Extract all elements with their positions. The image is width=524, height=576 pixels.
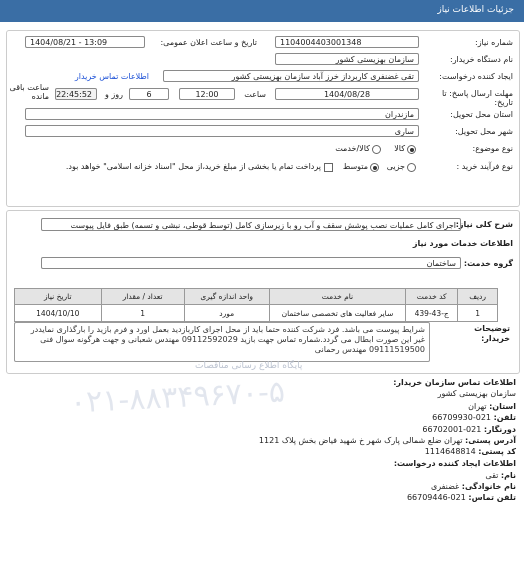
creator-info-title: اطلاعات ایجاد کننده درخواست: bbox=[393, 459, 516, 468]
contact-title: اطلاعات تماس سازمان خریدار: bbox=[393, 378, 516, 387]
buyer-notes-field: شرایط پیوست می باشد. فرد شرکت کننده حتما باید از محل اجرای کاربازدید بعمل اورد و فرم بازید را بارگذاری نمایددر غیر این صورت ابطال می گردد.شماره تماس جهت بازید 09112592029 مهندس شعبانی و جهت هرگونه سوال فنی 09111519500 مهندس رحمانی bbox=[14, 322, 430, 362]
description-label: شرح کلی نیاز: bbox=[455, 220, 513, 229]
col-unit: واحد اندازه گیری bbox=[184, 289, 269, 305]
col-date: تاریخ نیاز bbox=[15, 289, 102, 305]
cell-row: 1 bbox=[458, 305, 498, 322]
deadline-time-label: ساعت bbox=[244, 90, 266, 99]
deadline-date-field: 1404/08/28 bbox=[275, 88, 419, 100]
days-label: روز و bbox=[105, 90, 123, 99]
contact-postal: کد پستی: 1114648814 bbox=[424, 447, 516, 456]
treasury-checkbox[interactable] bbox=[324, 163, 333, 172]
col-row: ردیف bbox=[458, 289, 498, 305]
creator-last-name: نام خانوادگی: غضنفری bbox=[430, 482, 516, 491]
remaining-time-field: 22:45:52 bbox=[55, 88, 97, 100]
service-group-field: ساختمان bbox=[41, 257, 461, 269]
cell-qty: 1 bbox=[101, 305, 184, 322]
buyer-field: سازمان بهزیستی کشور bbox=[275, 53, 419, 65]
col-qty: تعداد / مقدار bbox=[101, 289, 184, 305]
creator-label: ایجاد کننده درخواست: bbox=[439, 72, 513, 81]
creator-phone: تلفن تماس: 021-66709446 bbox=[406, 493, 516, 502]
cell-code: ج-43-439 bbox=[406, 305, 458, 322]
watermark-caption: پایگاه اطلاع رسانی مناقصات bbox=[195, 361, 303, 371]
deadline-time-field: 12:00 bbox=[179, 88, 235, 100]
services-title: اطلاعات خدمات مورد نیاز bbox=[412, 239, 513, 248]
contact-phone: تلفن: 021-66709930 bbox=[432, 413, 516, 422]
contact-fax: دورنگار: 021-66702001 bbox=[422, 425, 516, 434]
watermark-phone: ۰۲۱-۸۸۳۴۹۶۷۰-۵ bbox=[69, 374, 286, 421]
city-label: شهر محل تحویل: bbox=[455, 127, 513, 136]
province-field: مازندران bbox=[25, 108, 419, 120]
days-field: 6 bbox=[129, 88, 169, 100]
page-title: جزئیات اطلاعات نیاز bbox=[437, 5, 514, 15]
category-label: نوع موضوع: bbox=[472, 144, 513, 153]
category-radio-goods-service[interactable] bbox=[372, 145, 381, 154]
creator-field: تقی غضنفری کاربرداز خرز آباد سازمان بهزیستی کشور bbox=[163, 70, 419, 82]
category-option-goods: کالا bbox=[394, 144, 405, 153]
cell-name: سایر فعالیت های تخصصی ساختمان bbox=[269, 305, 405, 322]
buyer-contact-link[interactable]: اطلاعات تماس خریدار bbox=[74, 72, 149, 81]
cell-unit: مورد bbox=[184, 305, 269, 322]
process-label: نوع فرآیند خرید : bbox=[456, 162, 513, 171]
process-option-minor: جزیی bbox=[386, 162, 405, 171]
table-header-row bbox=[15, 289, 498, 305]
process-radio-medium[interactable] bbox=[370, 163, 379, 172]
remaining-label: ساعت باقی مانده bbox=[9, 83, 49, 101]
category-option-goods-service: کالا/خدمت bbox=[335, 144, 370, 153]
process-radio-minor[interactable] bbox=[407, 163, 416, 172]
announce-field: 1404/08/21 - 13:09 bbox=[25, 36, 145, 48]
contact-province: استان: تهران bbox=[468, 402, 516, 411]
process-option-medium: متوسط bbox=[342, 162, 368, 171]
col-code: کد خدمت bbox=[406, 289, 458, 305]
need-number-field: 1104004403001348 bbox=[275, 36, 419, 48]
services-table bbox=[14, 288, 498, 322]
description-field: اجرای کامل عملیات نصب پوشش سقف و آب رو با زیرسازی کامل (توسط قوطی، نبشی و تسمه) طبق فایل پیوست bbox=[41, 218, 461, 231]
buyer-notes-label: توضیحات خریدار: bbox=[474, 324, 510, 343]
col-name: نام خدمت bbox=[269, 289, 405, 305]
treasury-note: پرداخت تمام یا بخشی از مبلغ خرید،از محل "اسناد خزانه اسلامی" خواهد بود. bbox=[65, 162, 321, 171]
creator-first-name: نام: تقی bbox=[485, 471, 516, 480]
cell-date: 1404/10/10 bbox=[15, 305, 102, 322]
category-radio-goods[interactable] bbox=[407, 145, 416, 154]
service-group-label: گروه خدمت: bbox=[463, 259, 513, 268]
province-label: استان محل تحویل: bbox=[450, 110, 513, 119]
contact-address: آدرس پستی: تهران ضلع شمالی پارک شهر خ شهید فیاض بخش پلاک 1121 bbox=[258, 436, 516, 445]
announce-label: تاریخ و ساعت اعلان عمومی: bbox=[160, 38, 257, 47]
table-row bbox=[15, 305, 498, 322]
need-number-label: شماره نیاز: bbox=[475, 38, 513, 47]
deadline-label: مهلت ارسال پاسخ: تا تاریخ: bbox=[441, 89, 513, 107]
page-header bbox=[0, 0, 524, 22]
contact-org: سازمان بهزیستی کشور bbox=[437, 389, 516, 398]
need-info-panel bbox=[6, 30, 520, 207]
buyer-label: نام دستگاه خریدار: bbox=[450, 55, 513, 64]
city-field: ساری bbox=[25, 125, 419, 137]
